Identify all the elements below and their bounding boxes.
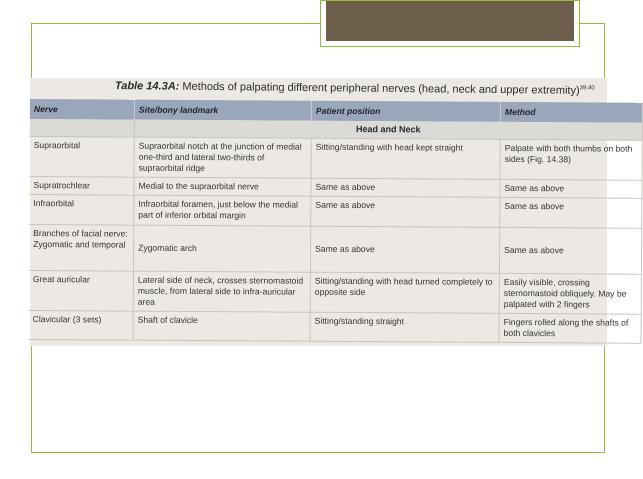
cell-site: Lateral side of neck, crosses sternomastoid muscle, from lateral side to infra-auricular area <box>133 271 310 312</box>
cell-position: Sitting/standing straight <box>310 312 499 342</box>
table-photo <box>30 78 633 346</box>
cell-site: Medial to the supraorbital nerve <box>134 177 311 196</box>
table-title-lead: Table 14.3A: <box>114 80 180 93</box>
cell-position: Sitting/standing with head kept straight <box>311 138 500 179</box>
nerve-table <box>29 99 643 344</box>
table-title-text: Methods of palpating different peripheral nerves (head, neck and upper extremity) <box>182 80 580 97</box>
table-row <box>30 136 643 180</box>
cell-position: Same as above <box>310 226 499 273</box>
cell-nerve: Great auricular <box>29 270 134 311</box>
table-row <box>29 224 642 274</box>
table-title-refs: 39,40 <box>579 85 595 92</box>
cell-nerve: Clavicular (3 sets) <box>29 310 134 340</box>
header-position: Patient position <box>311 101 500 122</box>
table-row <box>29 310 642 343</box>
header-site: Site/bony landmark <box>134 100 311 121</box>
cell-nerve: Branches of facial nerve: Zygomatic and temporal <box>29 224 134 271</box>
cell-method: Easily visible, crossing sternomastoid obliquely. May be palpated with 2 fingers <box>499 273 641 314</box>
section-spacer <box>30 119 135 137</box>
cell-method: Same as above <box>500 197 642 228</box>
table-row <box>29 270 642 314</box>
cell-method: Same as above <box>499 227 641 274</box>
title-placeholder-box <box>320 0 580 47</box>
cell-method: Same as above <box>500 179 642 198</box>
cell-site: Supraorbital notch at the junction of medial one-third and lateral two-thirds of supraorbital ridge <box>134 137 311 178</box>
title-placeholder-fill <box>326 1 574 41</box>
cell-method: Palpate with both thumbs on both sides (Fig. 14.38) <box>500 139 642 180</box>
cell-site: Zygomatic arch <box>133 225 310 272</box>
cell-method: Fingers rolled along the shafts of both clavicles <box>499 313 641 343</box>
header-nerve: Nerve <box>30 99 135 120</box>
cell-position: Sitting/standing with head turned completely to opposite side <box>310 272 499 313</box>
section-label: Head and Neck <box>134 120 642 141</box>
cell-site: Shaft of clavicle <box>133 311 310 341</box>
cell-nerve: Supraorbital <box>30 136 135 177</box>
cell-nerve: Supratrochlear <box>29 176 134 195</box>
cell-nerve: Infraorbital <box>29 194 134 225</box>
cell-position: Same as above <box>311 178 500 197</box>
header-method: Method <box>500 102 642 123</box>
cell-site: Infraorbital foramen, just below the medial part of inferior orbital margin <box>134 195 311 226</box>
cell-position: Same as above <box>311 196 500 227</box>
table-row <box>29 194 642 228</box>
